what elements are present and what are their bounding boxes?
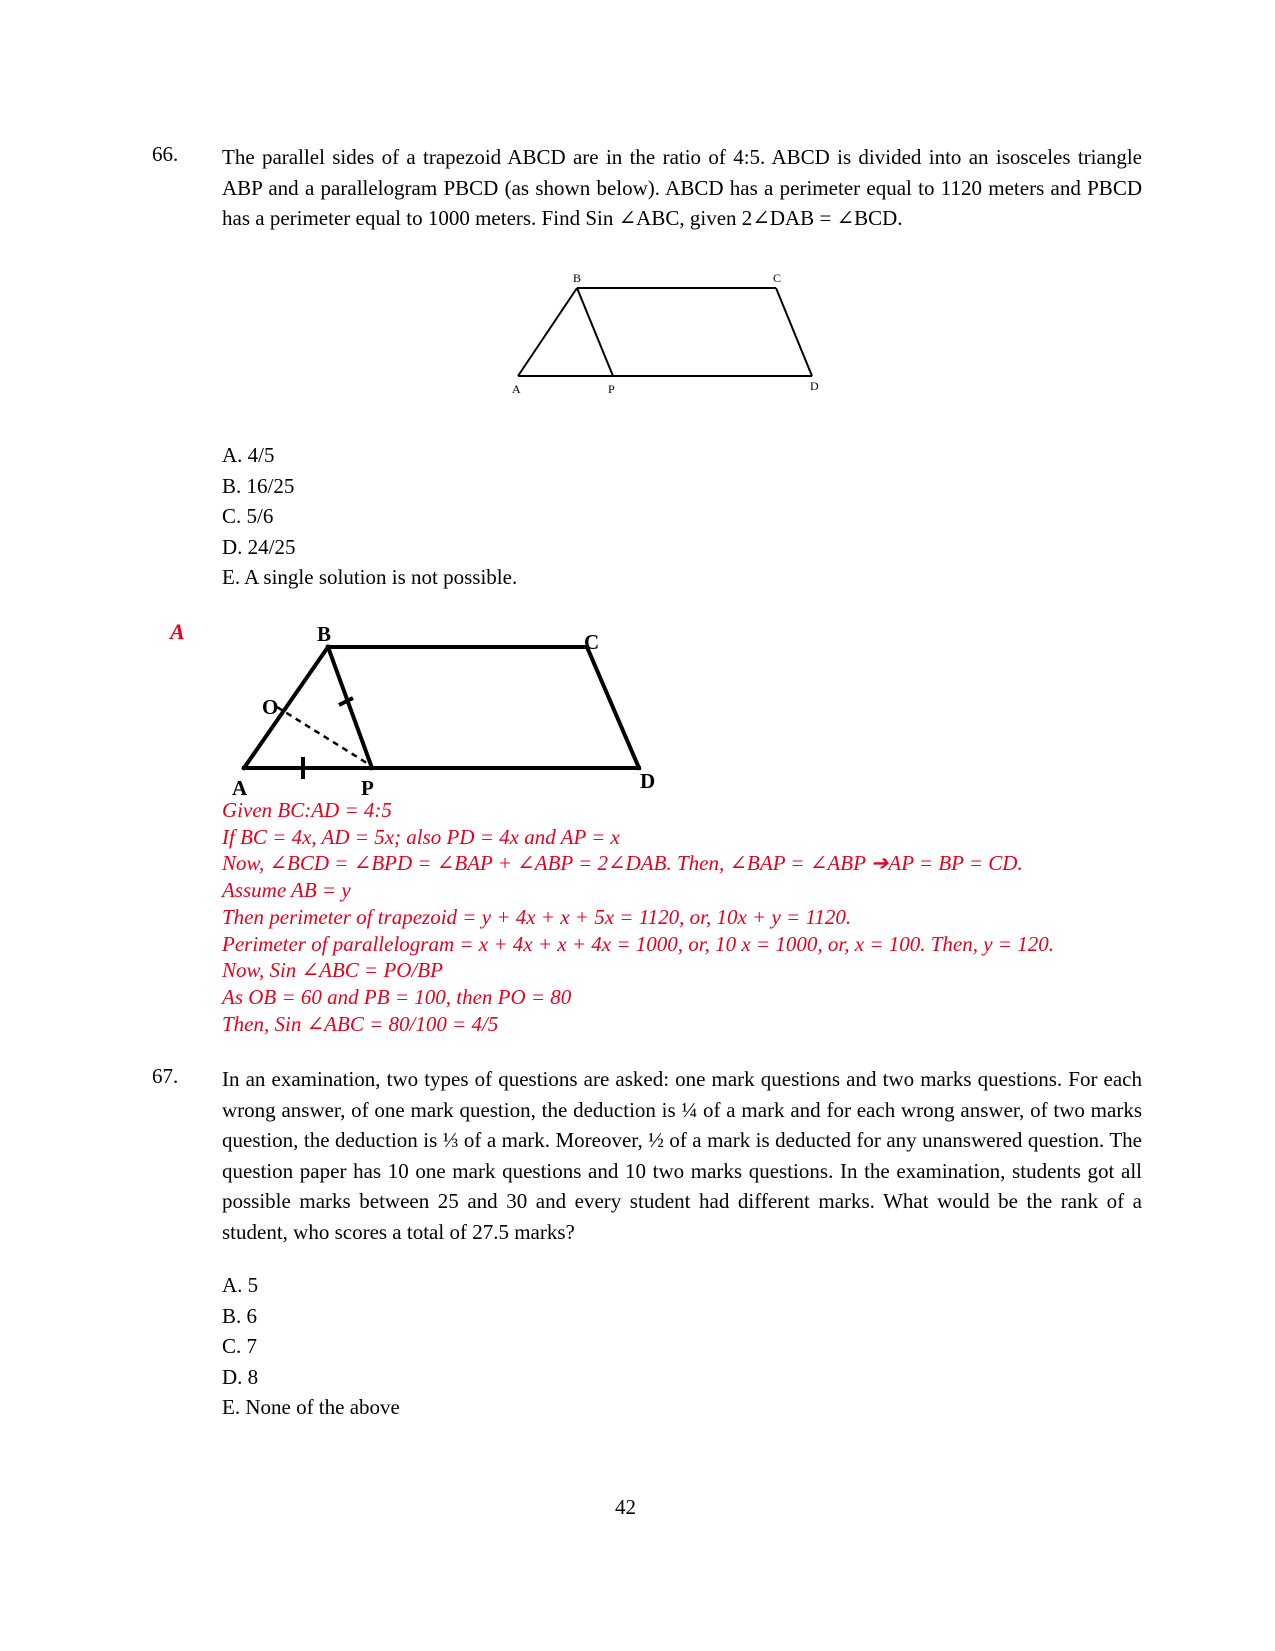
option-c: C. 7	[222, 1334, 258, 1358]
solution-text	[222, 797, 1054, 1037]
answer-label: A	[170, 619, 185, 644]
question-67-options	[222, 1270, 400, 1423]
label-d: D	[810, 379, 819, 393]
edge-ab	[244, 647, 328, 768]
edge-bp	[577, 288, 613, 376]
option-e: E. A single solution is not possible.	[222, 565, 518, 589]
edge-ab	[518, 288, 577, 376]
question-66-figure	[500, 268, 830, 400]
label-a: A	[232, 776, 248, 795]
option-d: D. 8	[222, 1364, 259, 1389]
question-66-text: The parallel sides of a trapezoid ABCD are in the ratio of 4:5. ABCD is divided into an isosceles triangle ABP and a parallelogram PBCD (as shown below). ABCD has a perimeter equal to 1120 meters and PBCD has a perimeter equal to 1000 meters. Find Sin ∠ABC, given 2∠DAB = ∠BCD.	[222, 145, 1142, 230]
edge-cd	[776, 288, 812, 376]
label-o: O	[262, 695, 279, 719]
question-66-options	[222, 440, 517, 593]
option-b: B. 6	[222, 1303, 258, 1328]
question-67-number: 67.	[152, 1064, 179, 1088]
option-a: A. 5	[222, 1273, 259, 1297]
solution-line: Then, Sin ∠ABC = 80/100 = 4/5	[222, 1011, 499, 1036]
label-b: B	[573, 271, 582, 285]
edge-cd	[587, 647, 639, 768]
label-a: A	[512, 382, 521, 396]
option-e: E. None of the above	[222, 1395, 400, 1419]
edge-bp	[328, 647, 372, 768]
page-number: 42	[615, 1495, 636, 1519]
label-c: C	[773, 271, 782, 285]
label-p: P	[608, 382, 615, 396]
option-a: A. 4/5	[222, 443, 275, 467]
question-67-text: In an examination, two types of questions are asked: one mark questions and two marks questions. For each wrong answer, of one mark question, the deduction is ¼ of a mark and for each wrong answer, of two marks question, the deduction is ⅓ of a mark. Moreover, ½ of a mark is deducted for any unanswered question. The question paper has 10 one mark questions and 10 two marks questions. In the examination, students got all possible marks between 25 and 30 and every student had different marks. What would be the rank of a student, who scores a total of 27.5 marks?	[222, 1067, 1142, 1244]
solution-line: As OB = 60 and PB = 100, then PO = 80	[222, 984, 572, 1009]
label-d: D	[640, 769, 656, 793]
solution-line: Now, Sin ∠ABC = PO/BP	[222, 958, 443, 983]
solution-line: Now, ∠BCD = ∠BPD = ∠BAP + ∠ABP = 2∠DAB. Then, ∠BAP = ∠ABP ➔AP = BP = CD.	[222, 851, 1023, 876]
solution-line: Assume AB = y	[222, 878, 351, 903]
option-c: C. 5/6	[222, 504, 274, 528]
label-b: B	[317, 622, 332, 646]
question-66-number: 66.	[152, 142, 179, 166]
label-c: C	[584, 630, 600, 654]
label-p: P	[361, 776, 374, 795]
solution-figure	[225, 620, 695, 795]
option-b: B. 16/25	[222, 473, 295, 498]
dashed-line-op	[277, 707, 370, 765]
solution-line: If BC = 4x, AD = 5x; also PD = 4x and AP = x	[222, 824, 620, 849]
option-d: D. 24/25	[222, 534, 296, 559]
solution-line: Then perimeter of trapezoid = y + 4x + x + 5x = 1120, or, 10x + y = 1120.	[222, 904, 852, 929]
solution-line: Given BC:AD = 4:5	[222, 798, 392, 822]
solution-line: Perimeter of parallelogram = x + 4x + x + 4x = 1000, or, 10 x = 1000, or, x = 100. Then, y = 120.	[222, 931, 1054, 956]
